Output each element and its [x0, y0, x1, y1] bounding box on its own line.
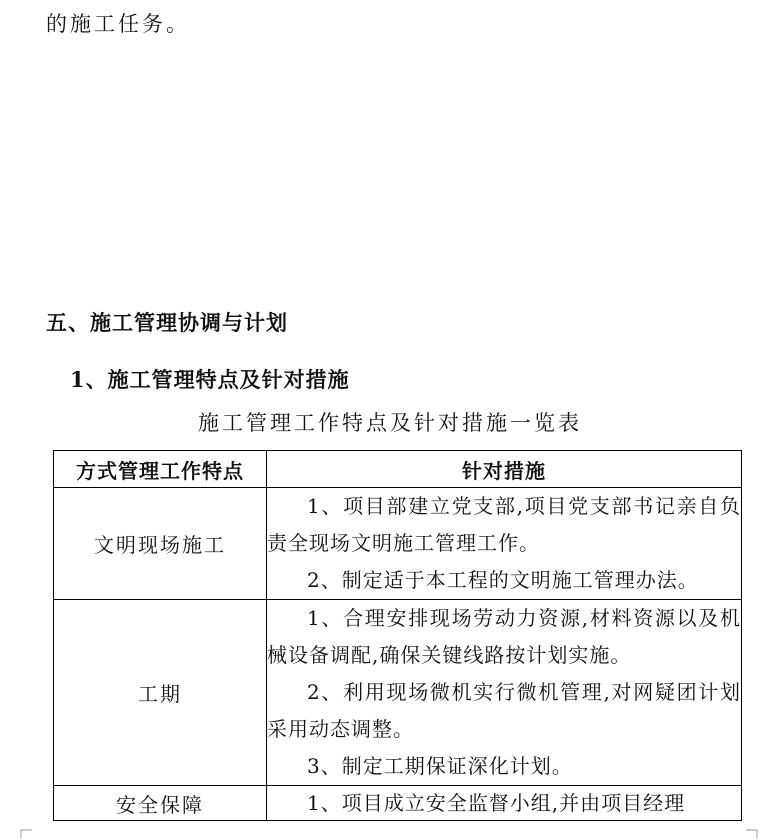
- measure-item: 2、制定适于本工程的文明施工管理办法。: [307, 568, 699, 592]
- corner-mark-icon: [744, 826, 758, 839]
- table-row: [54, 600, 742, 786]
- measure-item: 3、制定工期保证深化计划。: [307, 754, 573, 778]
- header-measures: 针对措施: [267, 451, 742, 488]
- measure-item: 2、利用现场微机实行微机管理,对网疑团计划采用动态调整。: [267, 680, 741, 741]
- table-row: [54, 786, 742, 821]
- feature-cell: 文明现场施工: [54, 488, 267, 600]
- table-caption: 施工管理工作特点及针对措施一览表: [198, 411, 582, 435]
- corner-mark-icon: [20, 826, 36, 839]
- measure-item: 1、项目成立安全监督小组,并由项目经理: [307, 791, 686, 815]
- measures-cell: [267, 488, 742, 600]
- measure-item: 1、项目部建立党支部,项目党支部书记亲自负责全现场文明施工管理工作。: [267, 494, 741, 555]
- table-row: [54, 488, 742, 600]
- table-header-row: [54, 451, 742, 488]
- subsection-heading: 1、施工管理特点及针对措施: [70, 367, 350, 392]
- continued-paragraph: 的施工任务。: [46, 12, 190, 36]
- measures-cell: [267, 600, 742, 786]
- header-feature: 方式管理工作特点: [54, 451, 267, 488]
- measure-item: 1、合理安排现场劳动力资源,材料资源以及机械设备调配,确保关键线路按计划实施。: [267, 606, 741, 667]
- measures-table: [53, 450, 742, 821]
- section-heading: 五、施工管理协调与计划: [46, 310, 288, 335]
- feature-cell: 工期: [54, 600, 267, 786]
- feature-cell: 安全保障: [54, 786, 267, 821]
- measures-cell: [267, 786, 742, 821]
